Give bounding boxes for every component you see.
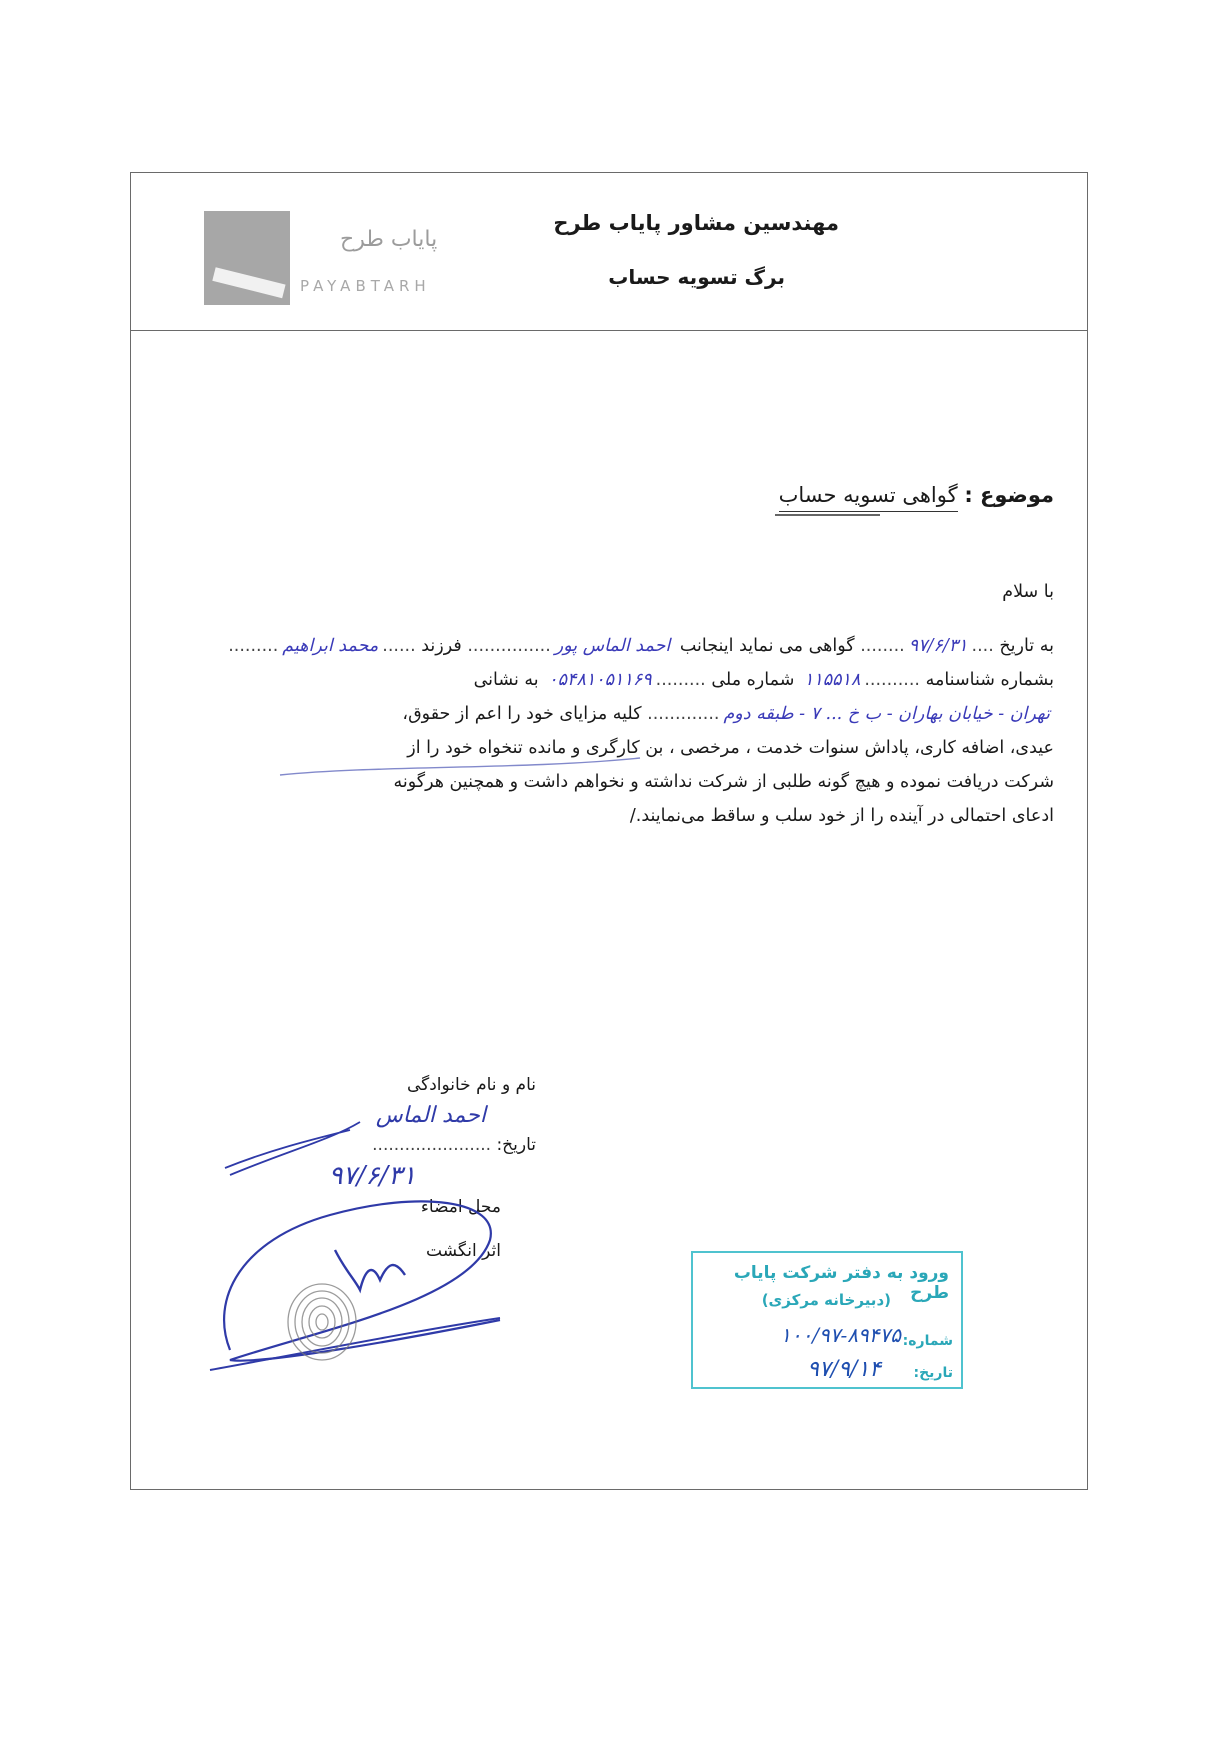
id-handwritten: ۱۱۵۵۱۸ (803, 670, 861, 690)
subject-label: موضوع : (964, 483, 1054, 507)
signature-stroke-icon (210, 1318, 500, 1370)
logo-text-en: PAYABTARH (300, 277, 431, 295)
subject-value: گواهی تسویه حساب (779, 483, 958, 512)
address-handwritten: تهران - خیابان بهاران - ب خ ... ۷ - طبقه دوم (723, 704, 1050, 724)
signature-name-handwritten: احمد الماس (375, 1103, 486, 1128)
body-line-5: شرکت دریافت نموده و هیچ گونه طلبی از شرکت نداشته و نخواهم داشت و همچنین هرگونه (393, 772, 1054, 792)
sign-place-label: محل امضاء (420, 1197, 501, 1217)
text-id-label: بشماره شناسنامه (925, 670, 1054, 690)
fingerprint-label: اثر انگشت (426, 1241, 501, 1261)
stamp-number-handwritten: ۱۰۰/۹۷-۸۹۴۷۵ (780, 1323, 901, 1347)
name-label: نام و نام خانوادگی (406, 1075, 536, 1095)
stamp-subtitle: (دبیرخانه مرکزی) (761, 1291, 891, 1309)
body-line-2: بشماره شناسنامه ..........۱۱۵۵۱۸ شماره ملی .........۰۵۴۸۱۰۵۱۱۶۹ به نشانی (473, 670, 1054, 690)
text-date-label: به تاریخ (999, 636, 1054, 656)
stamp-date-handwritten: ۹۷/۹/۱۴ (807, 1357, 881, 1382)
national-handwritten: ۰۵۴۸۱۰۵۱۱۶۹ (548, 670, 652, 690)
signature-date-handwritten: ۹۷/۶/۳۱ (328, 1161, 416, 1191)
text-certifies: گواهی می نماید اینجانب (679, 636, 855, 656)
company-name: مهندسین مشاور پایاب طرح (553, 211, 839, 235)
signature-scribble-icon (335, 1250, 405, 1290)
father-handwritten: محمد ابراهیم (282, 636, 379, 656)
text-benefits: کلیه مزایای خود را اعم از حقوق، (402, 704, 642, 724)
text-son-of: فرزند (421, 636, 462, 656)
body-line-4: عیدی، اضافه کاری، پاداش سنوات خدمت ، مرخصی ، بن کارگری و مانده تنخواه خود را از (407, 738, 1054, 758)
text-address-label: به نشانی (473, 670, 539, 690)
stamp-title: ورود به دفتر شرکت پایاب طرح (733, 1263, 949, 1303)
address-ink-icon (280, 758, 640, 775)
text-national-label: شماره ملی (711, 670, 795, 690)
date-handwritten: ۹۷/۶/۳۱ (908, 636, 968, 656)
body-line-6: ادعای احتمالی در آینده را از خود سلب و ساقط می‌نمایند./ (629, 806, 1054, 826)
signature-check-icon (225, 1122, 360, 1175)
body-line-1: به تاریخ ....۹۷/۶/۳۱........ گواهی می نماید اینجانب احمد الماس پور............... فرزند ......محمد ابراهیم......... (228, 636, 1054, 656)
name-handwritten: احمد الماس پور (554, 636, 671, 656)
form-title: برگ تسویه حساب (608, 265, 785, 289)
greeting: با سلام (1002, 582, 1054, 602)
stamp-number-label: شماره: (902, 1333, 953, 1349)
body-line-3: تهران - خیابان بهاران - ب خ ... ۷ - طبقه دوم............. کلیه مزایای خود را اعم از حقوق، (179, 697, 1054, 731)
stamp-date-label: تاریخ: (913, 1365, 953, 1381)
date-label: تاریخ: ...................... (372, 1135, 536, 1155)
logo-text-fa: پایاب طرح (340, 227, 438, 252)
